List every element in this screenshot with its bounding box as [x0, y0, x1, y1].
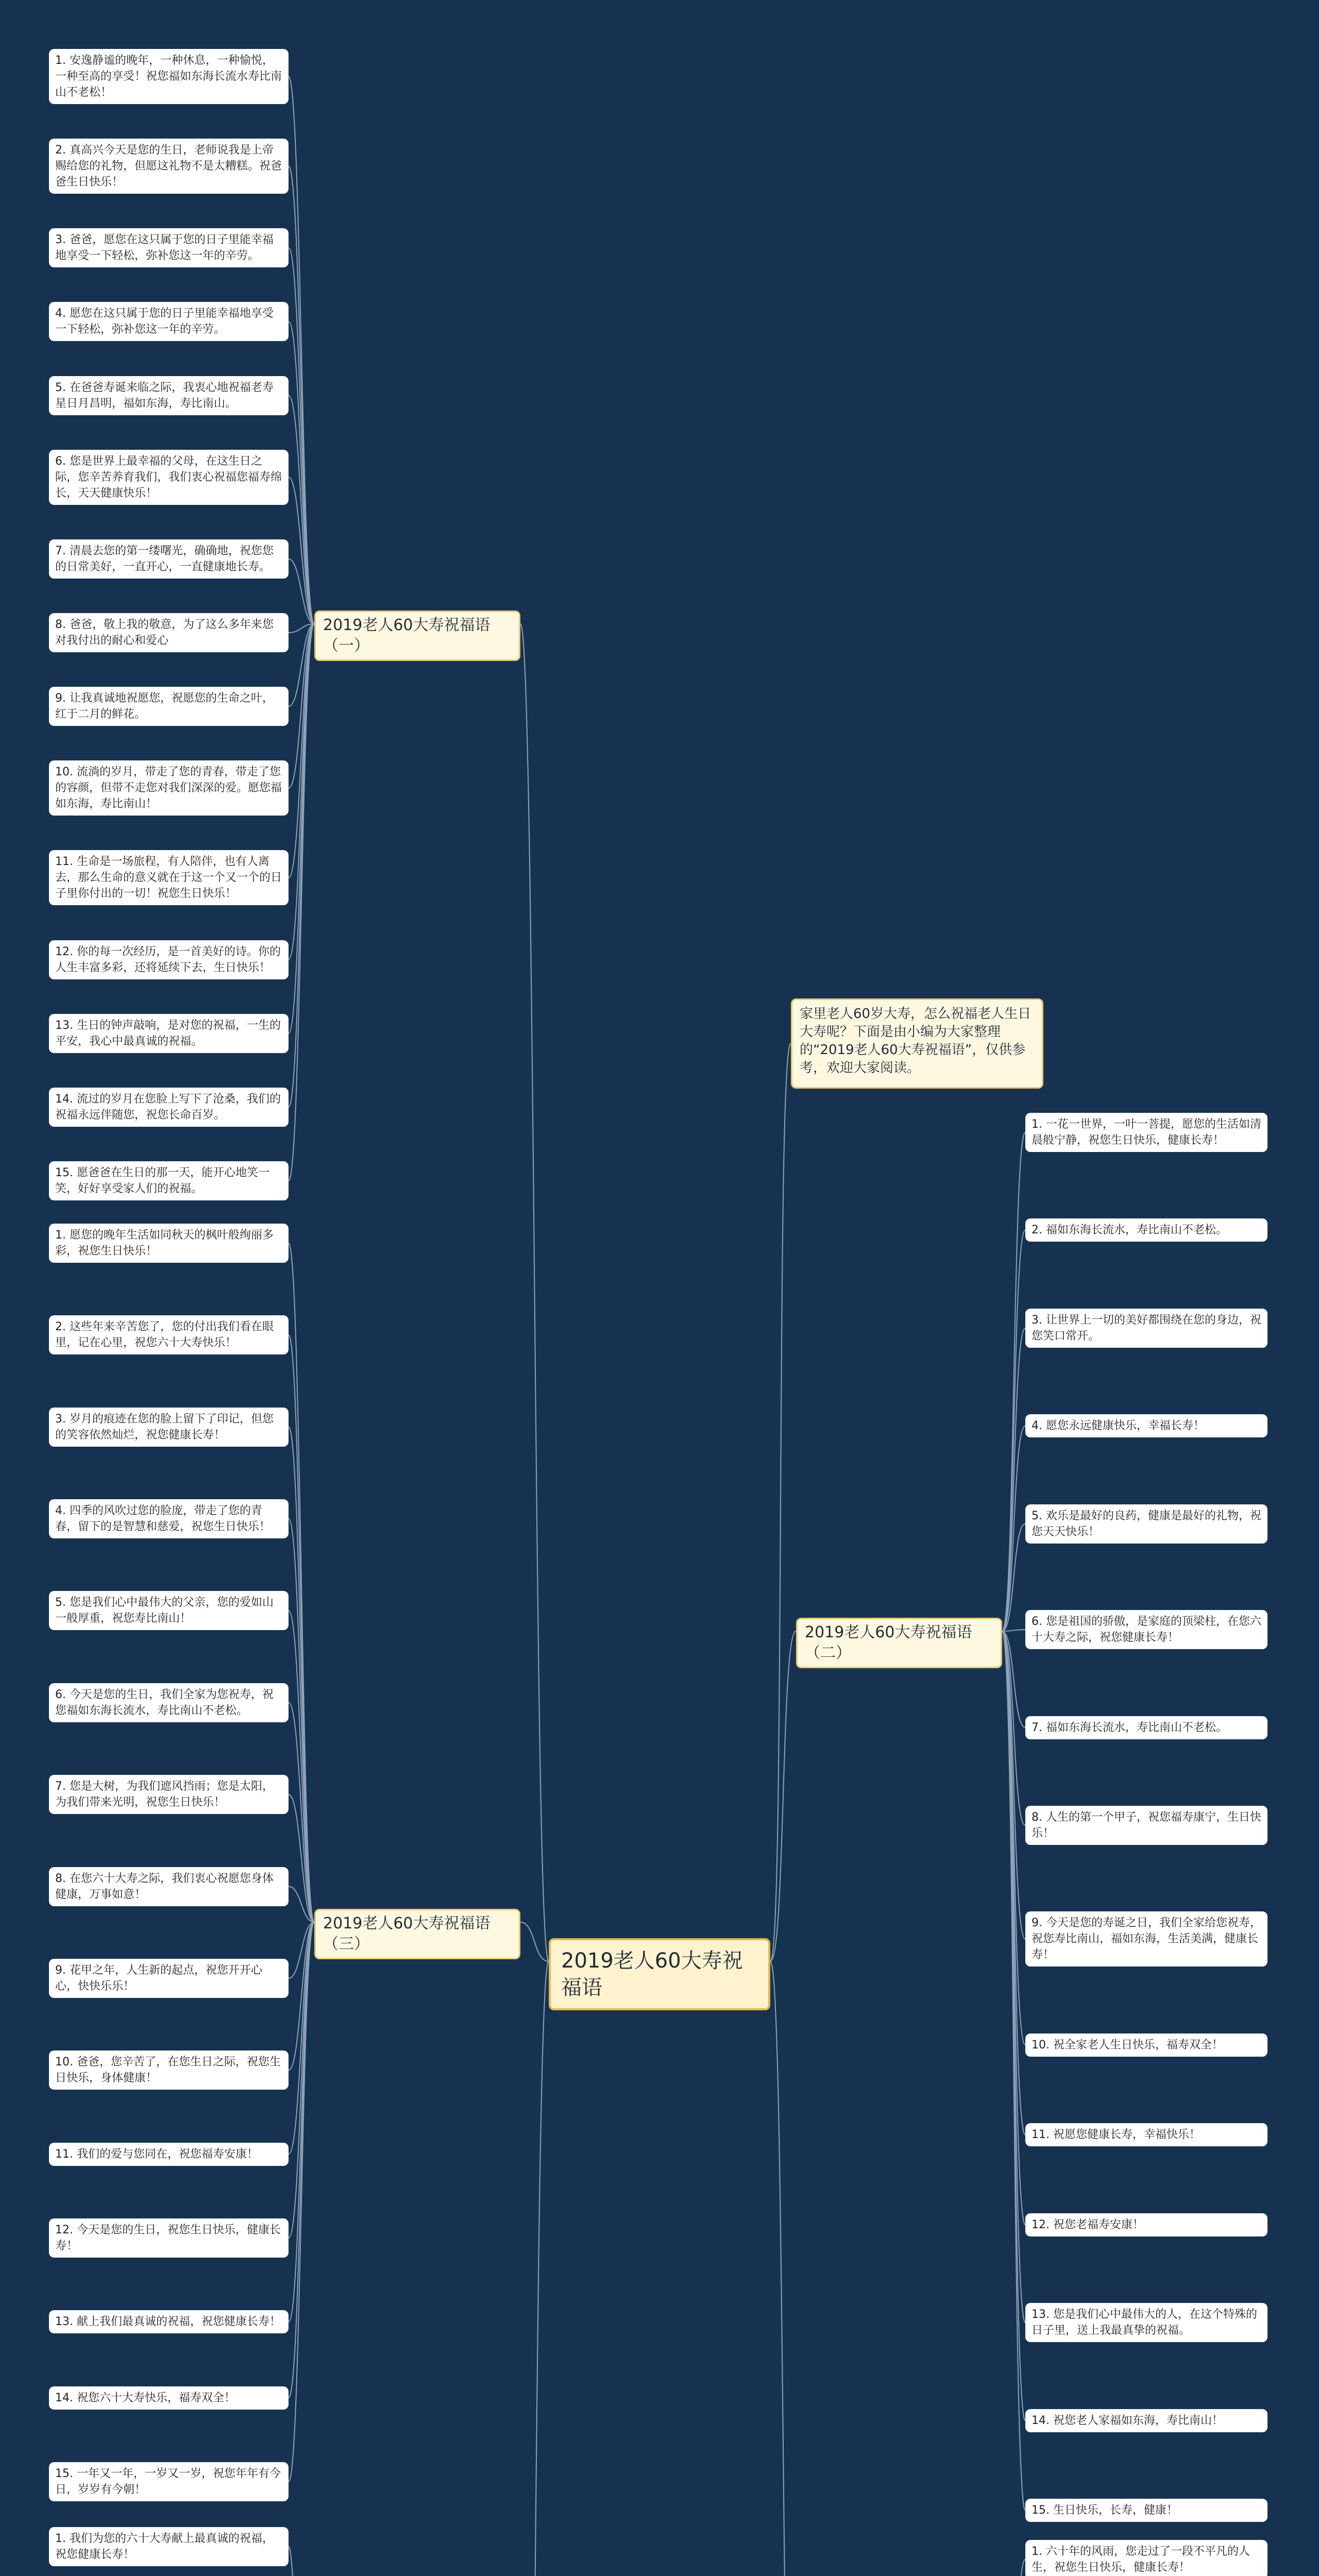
- link-branch-1-item-1: [289, 77, 314, 624]
- branch-1-item-7[interactable]: 7. 清晨去您的第一缕曙光，确确地，祝您您的日常美好，一直开心，一直健康地长寿。: [49, 539, 289, 579]
- branch-2-item-9[interactable]: 9. 今天是您的寿诞之日，我们全家给您祝寿，祝您寿比南山，福如东海，生活美满，健康长寿！: [1025, 1911, 1267, 1967]
- branch-2-item-10[interactable]: 10. 祝全家老人生日快乐，福寿双全！: [1025, 2033, 1267, 2057]
- link-root-branch-4: [770, 1961, 796, 2576]
- branch-1[interactable]: 2019老人60大寿祝福语（一）: [314, 611, 520, 661]
- branch-3-item-9[interactable]: 9. 花甲之年，人生新的起点，祝您开开心心，快快乐乐！: [49, 1959, 289, 1998]
- branch-2-item-4[interactable]: 4. 愿您永远健康快乐，幸福长寿！: [1025, 1414, 1267, 1437]
- link-branch-1-item-3: [289, 248, 314, 624]
- branch-2-item-14[interactable]: 14. 祝您老人家福如东海，寿比南山！: [1025, 2409, 1267, 2432]
- link-branch-3-item-15: [289, 1922, 314, 2482]
- branch-3-item-4[interactable]: 4. 四季的风吹过您的脸庞，带走了您的青春，留下的是智慧和慈爱，祝您生日快乐！: [49, 1499, 289, 1538]
- link-root-branch-5: [520, 1961, 549, 2576]
- branch-3-item-14[interactable]: 14. 祝您六十大寿快乐，福寿双全！: [49, 2386, 289, 2410]
- branch-3-item-7[interactable]: 7. 您是大树，为我们遮风挡雨；您是太阳，为我们带来光明，祝您生日快乐！: [49, 1775, 289, 1814]
- branch-3-item-11[interactable]: 11. 我们的爱与您同在，祝您福寿安康！: [49, 2143, 289, 2166]
- branch-3-item-13[interactable]: 13. 献上我们最真诚的祝福，祝您健康长寿！: [49, 2310, 289, 2333]
- branch-3-item-1[interactable]: 1. 愿您的晚年生活如同秋天的枫叶般绚丽多彩，祝您生日快乐！: [49, 1224, 289, 1263]
- link-branch-2-item-1: [1002, 1132, 1025, 1631]
- branch-2-item-3[interactable]: 3. 让世界上一切的美好都围绕在您的身边，祝您笑口常开。: [1025, 1309, 1267, 1348]
- branch-2-item-7[interactable]: 7. 福如东海长流水，寿比南山不老松。: [1025, 1716, 1267, 1739]
- branch-1-item-15[interactable]: 15. 愿爸爸在生日的那一天，能开心地笑一笑，好好享受家人们的祝福。: [49, 1161, 289, 1200]
- link-root-intro: [770, 1044, 791, 1962]
- mindmap-root[interactable]: 2019老人60大寿祝福语: [549, 1938, 770, 2010]
- branch-1-item-1[interactable]: 1. 安逸静谧的晚年，一种休息，一种愉悦，一种至高的享受！祝您福如东海长流水寿比南山不老松！: [49, 49, 289, 104]
- link-branch-4-item-1: [1002, 2560, 1025, 2576]
- branch-3[interactable]: 2019老人60大寿祝福语（三）: [314, 1909, 520, 1959]
- link-branch-1-item-10: [289, 624, 314, 788]
- branch-1-item-4[interactable]: 4. 愿您在这只属于您的日子里能幸福地享受一下轻松，弥补您这一年的辛劳。: [49, 302, 289, 341]
- branch-1-item-3[interactable]: 3. 爸爸，愿您在这只属于您的日子里能幸福地享受一下轻松，弥补您这一年的辛劳。: [49, 228, 289, 267]
- link-branch-3-item-13: [289, 1922, 314, 2322]
- branch-2[interactable]: 2019老人60大寿祝福语（二）: [796, 1618, 1002, 1668]
- link-branch-3-item-3: [289, 1427, 314, 1922]
- branch-1-item-2[interactable]: 2. 真高兴今天是您的生日，老师说我是上帝赐给您的礼物，但愿这礼物不是太糟糕。祝爸爸生日快乐！: [49, 139, 289, 194]
- branch-3-item-10[interactable]: 10. 爸爸，您辛苦了，在您生日之际，祝您生日快乐，身体健康！: [49, 2050, 289, 2090]
- branch-1-item-13[interactable]: 13. 生日的钟声敲响，是对您的祝福，一生的平安，我心中最真诚的祝福。: [49, 1014, 289, 1053]
- link-branch-1-item-14: [289, 624, 314, 1107]
- branch-2-item-11[interactable]: 11. 祝愿您健康长寿，幸福快乐！: [1025, 2123, 1267, 2146]
- branch-2-item-15[interactable]: 15. 生日快乐，长寿，健康！: [1025, 2499, 1267, 2522]
- branch-1-item-11[interactable]: 11. 生命是一场旅程，有人陪伴，也有人离去，那么生命的意义就在于这一个又一个的日子里你付出的一切！祝您生日快乐！: [49, 850, 289, 905]
- branch-4-item-1[interactable]: 1. 六十年的风雨，您走过了一段不平凡的人生，祝您生日快乐，健康长寿！: [1025, 2540, 1267, 2576]
- branch-1-item-8[interactable]: 8. 爸爸，敬上我的敬意，为了这么多年来您对我付出的耐心和爱心: [49, 613, 289, 652]
- mindmap-intro[interactable]: 家里老人60岁大寿，怎么祝福老人生日大寿呢？下面是由小编为大家整理的“2019老人60大寿祝福语”，仅供参考，欢迎大家阅读。: [791, 998, 1043, 1089]
- branch-3-item-6[interactable]: 6. 今天是您的生日，我们全家为您祝寿，祝您福如东海长流水，寿比南山不老松。: [49, 1683, 289, 1722]
- branch-1-item-12[interactable]: 12. 你的每一次经历，是一首美好的诗。你的人生丰富多彩，还将延续下去，生日快乐！: [49, 940, 289, 979]
- branch-2-item-5[interactable]: 5. 欢乐是最好的良药，健康是最好的礼物，祝您天天快乐！: [1025, 1504, 1267, 1544]
- link-branch-5-item-1: [289, 2547, 314, 2576]
- link-branch-1-item-13: [289, 624, 314, 1033]
- branch-3-item-12[interactable]: 12. 今天是您的生日，祝您生日快乐，健康长寿！: [49, 2218, 289, 2258]
- branch-2-item-2[interactable]: 2. 福如东海长流水，寿比南山不老松。: [1025, 1218, 1267, 1242]
- branch-2-item-1[interactable]: 1. 一花一世界，一叶一菩提，愿您的生活如清晨般宁静，祝您生日快乐，健康长寿！: [1025, 1113, 1267, 1152]
- branch-3-item-5[interactable]: 5. 您是我们心中最伟大的父亲，您的爱如山一般厚重，祝您寿比南山！: [49, 1591, 289, 1630]
- link-branch-2-item-4: [1002, 1426, 1025, 1631]
- branch-1-item-9[interactable]: 9. 让我真诚地祝愿您，祝愿您的生命之叶，红于二月的鲜花。: [49, 687, 289, 726]
- branch-2-item-12[interactable]: 12. 祝您老福寿安康！: [1025, 2213, 1267, 2236]
- link-branch-2-item-6: [1002, 1630, 1025, 1631]
- branch-1-item-5[interactable]: 5. 在爸爸寿诞来临之际，我衷心地祝福老寿星日月昌明，福如东海，寿比南山。: [49, 376, 289, 415]
- branch-3-item-15[interactable]: 15. 一年又一年，一岁又一岁，祝您年年有今日，岁岁有今朝！: [49, 2462, 289, 2501]
- branch-2-item-8[interactable]: 8. 人生的第一个甲子，祝您福寿康宁，生日快乐！: [1025, 1806, 1267, 1845]
- link-root-branch-2: [770, 1631, 796, 1961]
- link-branch-2-item-15: [1002, 1631, 1025, 2511]
- link-branch-3-item-2: [289, 1335, 314, 1922]
- branch-3-item-3[interactable]: 3. 岁月的痕迹在您的脸上留下了印记，但您的笑容依然灿烂，祝您健康长寿！: [49, 1408, 289, 1447]
- branch-3-item-8[interactable]: 8. 在您六十大寿之际，我们衷心祝愿您身体健康，万事如意！: [49, 1867, 289, 1906]
- branch-1-item-6[interactable]: 6. 您是世界上最幸福的父母，在这生日之际，您辛苦养育我们，我们衷心祝福您福寿绵长，天天健康快乐！: [49, 450, 289, 505]
- branch-1-item-14[interactable]: 14. 流过的岁月在您脸上写下了沧桑，我们的祝福永远伴随您，祝您长命百岁。: [49, 1088, 289, 1127]
- branch-2-item-13[interactable]: 13. 您是我们心中最伟大的人，在这个特殊的日子里，送上我最真挚的祝福。: [1025, 2303, 1267, 2342]
- branch-1-item-10[interactable]: 10. 流淌的岁月，带走了您的青春，带走了您的容颜，但带不走您对我们深深的爱。愿您福如东海，寿比南山！: [49, 760, 289, 816]
- link-root-branch-1: [520, 624, 549, 1961]
- branch-5-item-1[interactable]: 1. 我们为您的六十大寿献上最真诚的祝福，祝您健康长寿！: [49, 2527, 289, 2566]
- branch-2-item-6[interactable]: 6. 您是祖国的骄傲，是家庭的顶梁柱，在您六十大寿之际，祝您健康长寿！: [1025, 1610, 1267, 1649]
- branch-3-item-2[interactable]: 2. 这些年来辛苦您了，您的付出我们看在眼里，记在心里，祝您六十大寿快乐！: [49, 1315, 289, 1354]
